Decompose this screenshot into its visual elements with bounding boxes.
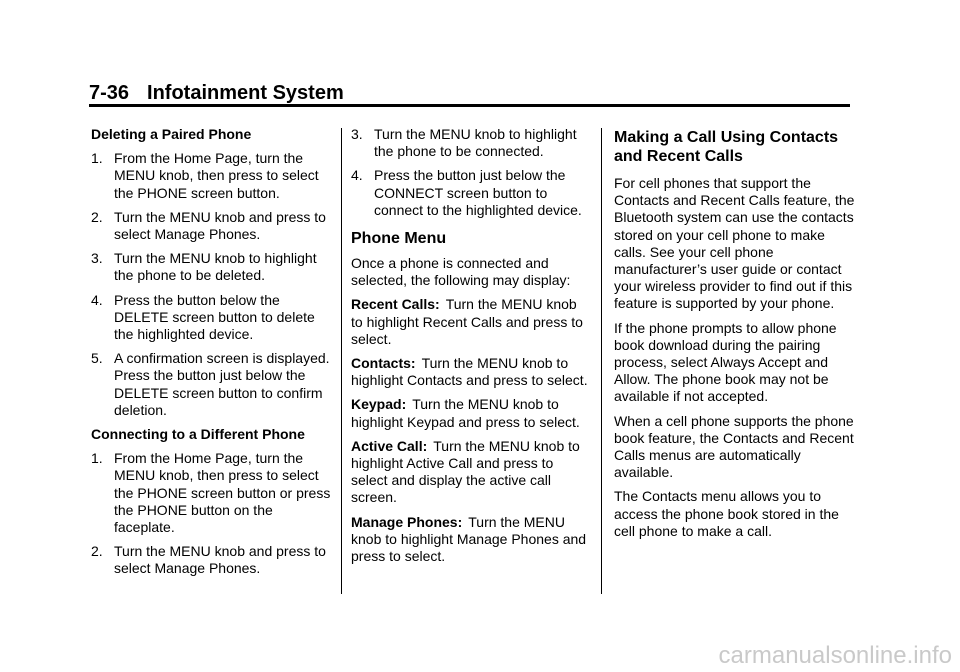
list-item (91, 543, 331, 577)
page-header (89, 80, 344, 106)
paragraph: When a cell phone supports the phone book feature, the Contacts and Recent Calls menus are automatically available. (614, 412, 854, 481)
term-label: Contacts: (351, 355, 416, 372)
list-item (91, 209, 331, 243)
paragraph: For cell phones that support the Contacts and Recent Calls feature, the Bluetooth system can use the contacts stored on your cell phone to make calls. See your cell phone manufacturer’s user guide or contact your wireless provider to find out if this feature is supported by your phone. (614, 175, 855, 312)
step-number: 3. (91, 250, 103, 267)
step-text: Turn the MENU knob and press to select Manage Phones. (114, 543, 326, 577)
step-number: 4. (351, 167, 363, 184)
list-item (91, 250, 331, 284)
column-divider-1 (341, 128, 342, 594)
menu-item-recent-calls (351, 296, 591, 348)
paragraph: If the phone prompts to allow phone book download during the pairing process, select Always Accept and Allow. The phone book may not be available if not accepted. (614, 319, 837, 405)
term-label: Active Call: (351, 437, 428, 454)
column-1 (91, 126, 331, 585)
list-item (91, 292, 331, 344)
term-label: Manage Phones: (351, 513, 463, 530)
term-description: Turn the MENU knob to highlight Active Call and press to select and display the active call screen. (351, 437, 580, 506)
header-rule (89, 104, 850, 107)
list-item (91, 150, 331, 202)
step-text: Turn the MENU knob to highlight the phone to be connected. (374, 126, 577, 160)
step-number: 2. (91, 208, 103, 225)
column-2 (351, 126, 591, 572)
intro-paragraph: Once a phone is connected and selected, the following may display: (351, 255, 571, 289)
step-text: From the Home Page, turn the MENU knob, then press to select the PHONE screen button. (114, 150, 319, 201)
section-title-connecting: Connecting to a Different Phone (91, 426, 305, 443)
section-title-deleting: Deleting a Paired Phone (91, 126, 252, 142)
paragraph: The Contacts menu allows you to access the phone book stored in the cell phone to make a call. (614, 488, 839, 539)
step-number: 3. (351, 126, 363, 142)
page-number: 7-36 (89, 82, 130, 104)
menu-item-keypad (351, 396, 591, 430)
step-number: 2. (91, 543, 103, 560)
term-description: Turn the MENU knob to highlight Keypad and press to select. (351, 396, 580, 430)
list-item (351, 126, 591, 160)
step-number: 5. (91, 350, 103, 367)
section-heading-making-a-call: Making a Call Using Contacts and Recent Calls (614, 129, 839, 165)
term-description: Turn the MENU knob to highlight Manage Phones and press to select. (351, 513, 587, 565)
menu-item-contacts (351, 355, 591, 389)
menu-item-manage-phones (351, 514, 591, 566)
chapter-title: Infotainment System (147, 82, 344, 104)
column-3 (614, 126, 860, 547)
step-text: Turn the MENU knob to highlight the phone to be deleted. (114, 250, 317, 284)
step-number: 4. (91, 291, 103, 308)
watermark: carmanualsonline.info (718, 642, 952, 669)
list-item (91, 450, 331, 536)
term-description: Turn the MENU knob to highlight Contacts and press to select. (351, 355, 588, 389)
step-text: Turn the MENU knob and press to select Manage Phones. (114, 208, 326, 243)
step-number: 1. (91, 450, 103, 467)
menu-item-active-call (351, 438, 591, 507)
step-text: From the Home Page, turn the MENU knob, then press to select the PHONE screen button or press the PHONE button on the faceplate. (114, 450, 331, 536)
step-number: 1. (91, 150, 103, 167)
term-label: Recent Calls: (351, 296, 440, 313)
step-text: A confirmation screen is displayed. Press the button just below the DELETE screen button to confirm deletion. (114, 350, 330, 418)
term-label: Keypad: (351, 396, 407, 413)
section-heading-phone-menu: Phone Menu (351, 230, 447, 248)
list-item (91, 350, 331, 419)
list-item (351, 167, 591, 219)
step-text: Press the button just below the CONNECT screen button to connect to the highlighted device. (374, 167, 582, 218)
step-text: Press the button below the DELETE screen button to delete the highlighted device. (114, 291, 315, 343)
term-description: Turn the MENU knob to highlight Recent Calls and press to select. (351, 296, 583, 347)
column-divider-2 (601, 128, 602, 594)
